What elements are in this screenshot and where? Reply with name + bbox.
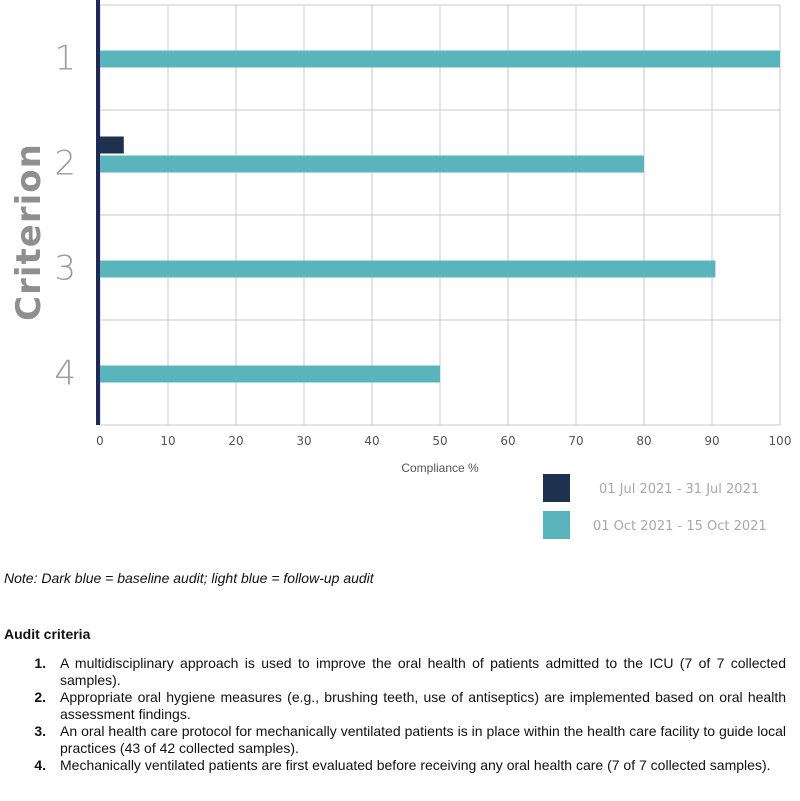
legend-label: 01 Jul 2021 - 31 Jul 2021	[599, 482, 760, 497]
x-tick-label: 0	[96, 434, 104, 448]
x-tick-label: 30	[296, 434, 312, 448]
chart-category-labels	[54, 39, 76, 394]
bar-baseline-criterion-2	[100, 137, 124, 154]
category-label: 3	[54, 248, 76, 289]
criteria-item	[0, 723, 800, 757]
category-label: 4	[54, 353, 76, 394]
criteria-text: Mechanically ventilated patients are first evaluated before receiving any oral health care (7 of 7 collected samples).	[60, 757, 771, 773]
criteria-number: 4.	[34, 757, 46, 773]
x-tick-label: 100	[768, 434, 792, 448]
chart-note: Note: Dark blue = baseline audit; light blue = follow-up audit	[4, 570, 374, 586]
chart-grid	[100, 5, 780, 425]
chart-axis	[96, 0, 100, 425]
criteria-text: A multidisciplinary approach is used to improve the oral health of patients admitted to the ICU (7 of 7 collected samples).	[60, 655, 786, 688]
criteria-item	[0, 655, 800, 689]
chart-tick-labels	[96, 434, 791, 448]
x-tick-label: 10	[160, 434, 176, 448]
criteria-item	[0, 757, 800, 774]
criteria-number: 1.	[34, 655, 46, 671]
criteria-text: An oral health care protocol for mechanically ventilated patients is in place within the health care facility to guide local practices (43 of 42 collected samples).	[60, 723, 786, 756]
chart-legend	[543, 474, 767, 539]
bar-followup-criterion-1	[100, 51, 780, 68]
criteria-item	[0, 689, 800, 723]
x-tick-label: 60	[500, 434, 516, 448]
legend-swatch	[543, 474, 570, 502]
legend-label: 01 Oct 2021 - 15 Oct 2021	[593, 519, 767, 534]
criteria-text: Appropriate oral hygiene measures (e.g., brushing teeth, use of antiseptics) are implemented based on oral health assessment findings.	[60, 689, 786, 722]
category-label: 1	[54, 38, 76, 79]
x-tick-label: 50	[432, 434, 448, 448]
x-tick-label: 90	[704, 434, 720, 448]
y-axis-line	[96, 0, 100, 425]
criteria-list	[0, 655, 800, 774]
bar-followup-criterion-2	[100, 156, 644, 173]
x-tick-label: 40	[364, 434, 380, 448]
y-axis-label: Criterion	[9, 143, 49, 321]
legend-swatch	[543, 511, 570, 539]
category-label: 2	[54, 143, 76, 184]
x-axis-label: Compliance %	[401, 461, 479, 475]
bar-followup-criterion-3	[100, 261, 715, 278]
bar-followup-criterion-4	[100, 366, 440, 383]
x-tick-label: 80	[636, 434, 652, 448]
x-tick-label: 70	[568, 434, 584, 448]
x-tick-label: 20	[228, 434, 244, 448]
criteria-number: 2.	[34, 689, 46, 705]
criteria-heading: Audit criteria	[4, 626, 91, 642]
criteria-number: 3.	[34, 723, 46, 739]
